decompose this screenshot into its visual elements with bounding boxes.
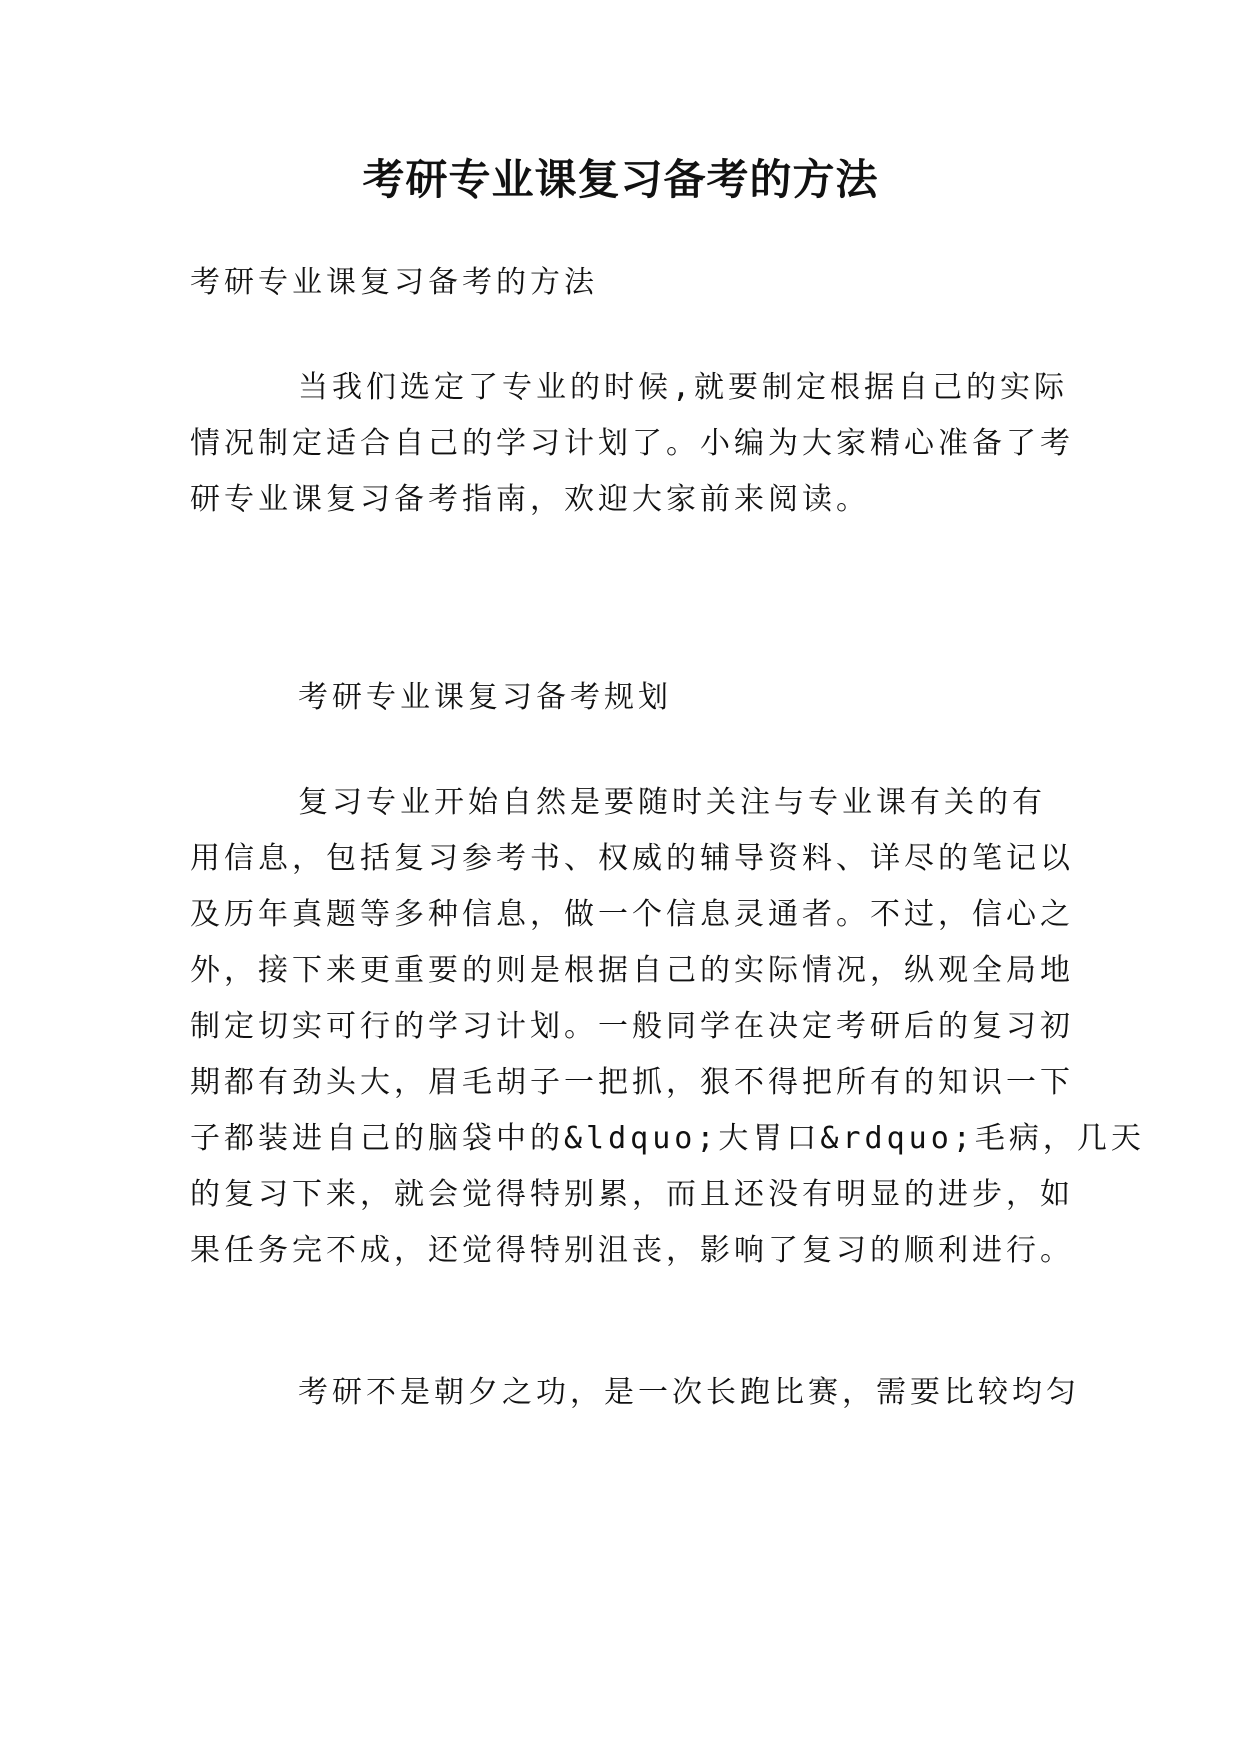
document-subtitle — [190, 255, 1090, 311]
paragraph-line: 考研不是朝夕之功，是一次长跑比赛，需要比较均匀 — [298, 1375, 1080, 1410]
paragraph-line: 情况制定适合自己的学习计划了。小编为大家精心准备了考 — [190, 426, 1074, 461]
paragraph-line: 当我们选定了专业的时候,就要制定根据自己的实际 — [298, 370, 1069, 405]
paragraph-line: 用信息，包括复习参考书、权威的辅导资料、详尽的笔记以 — [190, 841, 1074, 876]
body-paragraph — [190, 775, 1145, 1279]
paragraph-line: 期都有劲头大，眉毛胡子一把抓，狠不得把所有的知识一下 — [190, 1065, 1074, 1100]
paragraph-line: 外，接下来更重要的则是根据自己的实际情况，纵观全局地 — [190, 953, 1074, 988]
section-heading — [190, 670, 1090, 726]
paragraph-line: 子都装进自己的脑袋中的&ldquo;大胃口&rdquo;毛病，几天 — [190, 1121, 1145, 1156]
paragraph-line: 的复习下来，就会觉得特别累，而且还没有明显的进步，如 — [190, 1177, 1074, 1212]
section-heading-line: 考研专业课复习备考规划 — [298, 680, 672, 715]
paragraph-line: 及历年真题等多种信息，做一个信息灵通者。不过，信心之 — [190, 897, 1074, 932]
intro-paragraph — [190, 360, 1090, 528]
paragraph-line: 制定切实可行的学习计划。一般同学在决定考研后的复习初 — [190, 1009, 1074, 1044]
final-paragraph — [190, 1365, 1090, 1421]
subtitle-line: 考研专业课复习备考的方法 — [190, 265, 598, 300]
document-title: 考研专业课复习备考的方法 — [362, 155, 879, 204]
paragraph-line: 研专业课复习备考指南，欢迎大家前来阅读。 — [190, 482, 870, 517]
paragraph-line: 复习专业开始自然是要随时关注与专业课有关的有 — [298, 785, 1046, 820]
paragraph-line: 果任务完不成，还觉得特别沮丧，影响了复习的顺利进行。 — [190, 1233, 1074, 1268]
